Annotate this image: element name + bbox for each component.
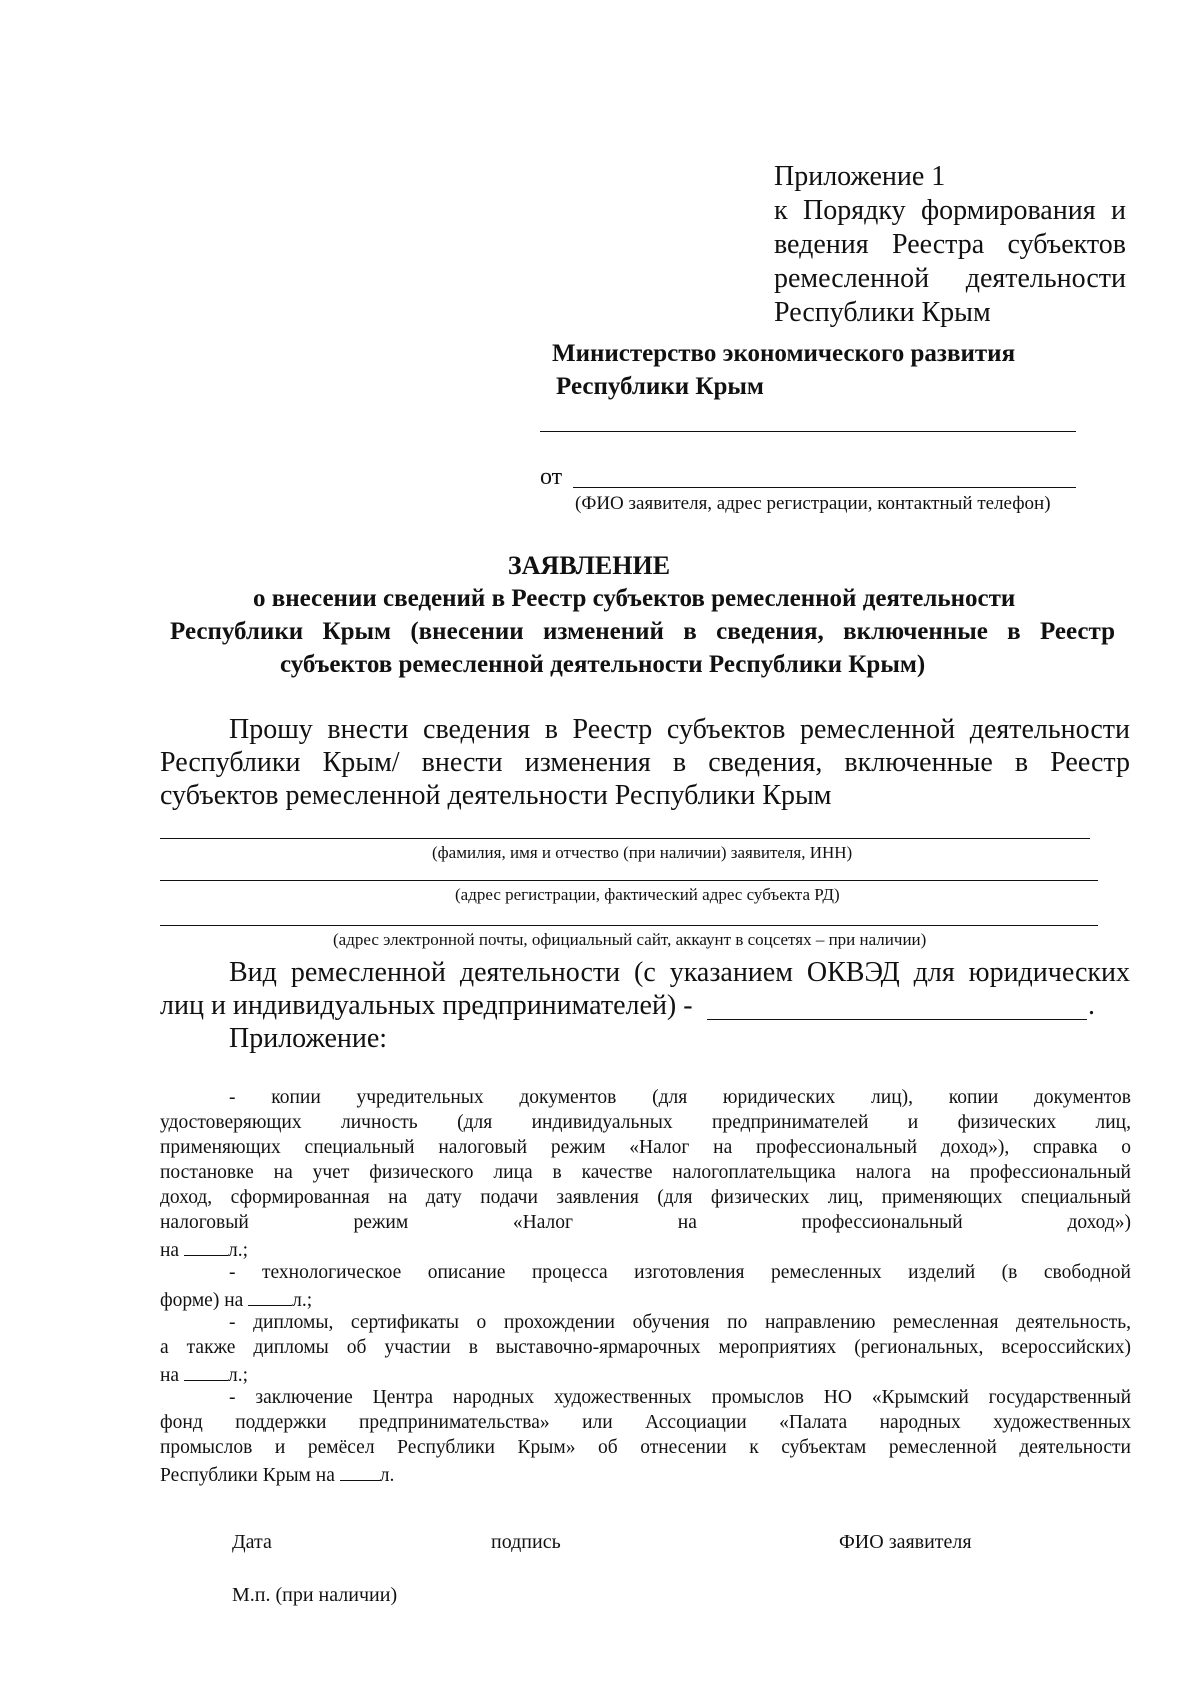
appendix-line: ведения Реестра субъектов <box>774 229 1126 260</box>
activity-line: Вид ремесленной деятельности (с указанием ОКВЭД для юридических <box>229 957 1130 988</box>
attachment-item-line: - копии учредительных документов (для юридических лиц), копии документов <box>229 1087 1131 1108</box>
sheets-suffix: л.; <box>292 1290 313 1311</box>
attachment-tail: на <box>160 1365 180 1386</box>
contacts-blank-line <box>160 925 1098 926</box>
sheets-count-blank <box>184 1235 228 1256</box>
sheets-suffix: л. <box>379 1465 395 1486</box>
addressee-line: Министерство экономического развития <box>552 340 1016 367</box>
activity-blank-line <box>707 1019 1087 1020</box>
attachment-sheets-line <box>160 1285 1131 1313</box>
appendix-line: Приложение 1 <box>774 161 946 192</box>
attachment-item-line: фонд поддержки предпринимательства» или Ассоциации «Палата народных художественных <box>160 1412 1131 1433</box>
title-line: о внесении сведений в Реестр субъектов ремесленной деятельности <box>253 585 1016 612</box>
address-blank-line <box>160 880 1098 881</box>
attachments-heading: Приложение: <box>229 1023 388 1054</box>
sheets-count-blank <box>184 1360 228 1381</box>
attachment-tail: Республики Крым на <box>160 1465 335 1486</box>
title-line: Республики Крым (внесении изменений в сведения, включенные в Реестр <box>170 618 1115 645</box>
request-line: субъектов ремесленной деятельности Республики Крым <box>160 780 832 811</box>
attachment-sheets-line <box>160 1235 1131 1263</box>
attachment-item-line: постановке на учет физического лица в качестве налогоплательщика налога на профессиональный <box>160 1162 1131 1183</box>
title-line: субъектов ремесленной деятельности Республики Крым) <box>280 651 926 678</box>
attachment-item-line: удостоверяющих личность (для индивидуальных предпринимателей и физических лиц, <box>160 1112 1131 1133</box>
attachment-sheets-line <box>160 1360 1131 1388</box>
attachment-item-line: налоговый режим «Налог на профессиональный доход») <box>160 1212 1131 1233</box>
sheets-suffix: л.; <box>227 1240 248 1261</box>
applicant-blank-line <box>160 838 1090 839</box>
from-prefix: от <box>540 464 563 490</box>
addressee-blank-line <box>540 431 1076 432</box>
request-line: Прошу внести сведения в Реестр субъектов ремесленной деятельности <box>229 714 1130 745</box>
attachment-item-line: применяющих специальный налоговый режим «Налог на профессиональный доход»), справка о <box>160 1137 1131 1158</box>
signature-label: подпись <box>491 1531 561 1553</box>
date-label: Дата <box>232 1531 272 1553</box>
attachment-item-line: доход, сформированная на дату подачи заявления (для физических лиц, применяющих специальный <box>160 1187 1131 1208</box>
activity-line: лиц и индивидуальных предпринимателей) - <box>160 990 693 1021</box>
attachment-tail: форме) на <box>160 1290 244 1311</box>
attachment-tail: на <box>160 1240 180 1261</box>
address-caption: (адрес регистрации, фактический адрес субъекта РД) <box>455 885 840 904</box>
request-line: Республики Крым/ внести изменения в сведения, включенные в Реестр <box>160 747 1130 778</box>
sheets-count-blank <box>340 1460 380 1481</box>
contacts-caption: (адрес электронной почты, официальный сайт, аккаунт в соцсетях – при наличии) <box>333 930 927 949</box>
addressee-line: Республики Крым <box>556 373 764 400</box>
attachment-sheets-line <box>160 1460 1131 1488</box>
attachment-item-line: - заключение Центра народных художественных промыслов НО «Крымский государственный <box>229 1387 1131 1408</box>
sheets-count-blank <box>248 1285 292 1306</box>
applicant-caption: (фамилия, имя и отчество (при наличии) заявителя, ИНН) <box>432 843 853 862</box>
from-caption: (ФИО заявителя, адрес регистрации, контактный телефон) <box>575 493 1051 514</box>
applicant-name-label: ФИО заявителя <box>839 1531 972 1553</box>
stamp-label: М.п. (при наличии) <box>232 1584 398 1606</box>
attachment-item-line: а также дипломы об участии в выставочно-ярмарочных мероприятиях (региональных, всероссийских) <box>160 1337 1131 1358</box>
appendix-line: ремесленной деятельности <box>774 263 1126 294</box>
document-title: ЗАЯВЛЕНИЕ <box>507 551 671 580</box>
appendix-line: к Порядку формирования и <box>774 195 1126 226</box>
appendix-line: Республики Крым <box>774 297 991 328</box>
attachment-item-line: - технологическое описание процесса изготовления ремесленных изделий (в свободной <box>229 1262 1131 1283</box>
attachment-item-line: - дипломы, сертификаты о прохождении обучения по направлению ремесленная деятельность, <box>229 1312 1131 1333</box>
from-blank-line <box>573 487 1076 488</box>
attachment-item-line: промыслов и ремёсел Республики Крым» об отнесении к субъектам ремесленной деятельности <box>160 1437 1131 1458</box>
sheets-suffix: л.; <box>227 1365 248 1386</box>
activity-line-end: . <box>1088 990 1095 1021</box>
